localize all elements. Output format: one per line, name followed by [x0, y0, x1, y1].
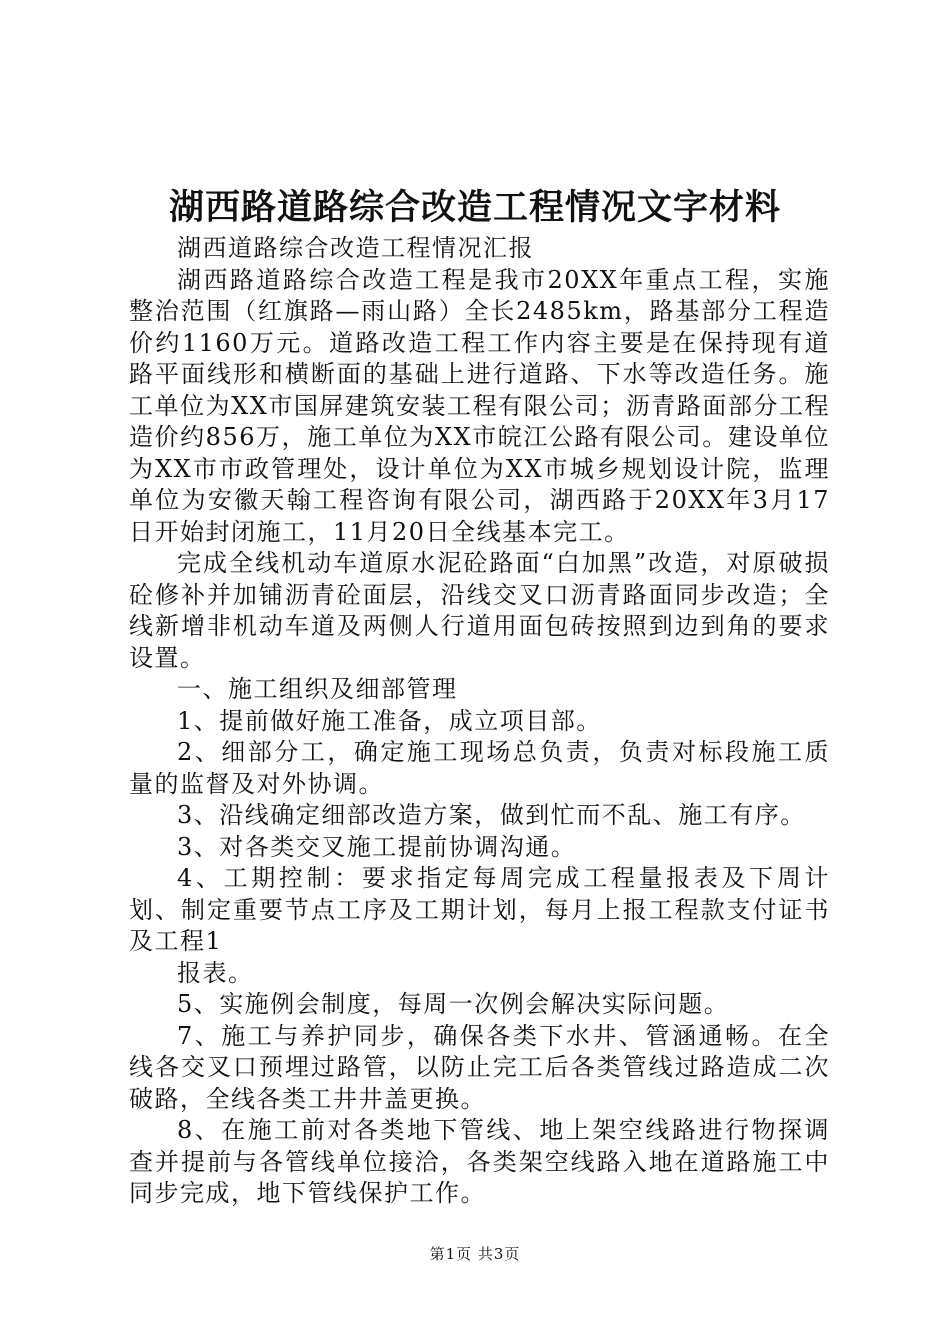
list-item: 4、工期控制：要求指定每周完成工程量报表及下周计划、制定重要节点工序及工期计划，每月上报工程款支付证书及工程1	[129, 864, 830, 955]
section-heading: 一、施工组织及细部管理	[177, 675, 458, 703]
list-item-continuation: 报表。	[177, 958, 254, 987]
scope-paragraph: 完成全线机动车道原水泥砼路面“白加黑”改造，对原破损砼修补并加铺沥青砼面层，沿线交叉口沥青路面同步改造；全线新增非机动车道及两侧人行道用面包砖按照到边到角的要求设置。	[129, 549, 830, 672]
subtitle-paragraph: 湖西道路综合改造工程情况汇报	[177, 234, 534, 262]
overview-paragraph: 湖西路道路综合改造工程是我市20XX年重点工程，实施整治范围（红旗路—雨山路）全长2485km，路基部分工程造价约1160万元。道路改造工程工作内容主要是在保持现有道路平面线形和横断面的基础上进行道路、下水等改造任务。施工单位为XX市国屏建筑安装工程有限公司；沥青路面部分工程造价约856万，施工单位为XX市皖江公路有限公司。建设单位为XX市市政管理处，设计单位为XX市城乡规划设计院，监理单位为安徽天翰工程咨询有限公司，湖西路于20XX年3月17日开始封闭施工，11月20日全线基本完工。	[129, 265, 830, 546]
list-item: 7、施工与养护同步，确保各类下水井、管涵通畅。在全线各交叉口预埋过路管，以防止完工后各类管线过路造成二次破路，全线各类工井井盖更换。	[129, 1021, 830, 1113]
list-item: 5、实施例会制度，每周一次例会解决实际问题。	[177, 990, 730, 1018]
list-item: 2、细部分工，确定施工现场总负责，负责对标段施工质量的监督及对外协调。	[129, 738, 830, 798]
list-item: 3、沿线确定细部改造方案，做到忙而不乱、施工有序。	[177, 801, 806, 829]
page-number-footer: 第1页 共3页	[429, 1245, 521, 1263]
document-body	[129, 233, 830, 1210]
document-title: 湖西路道路综合改造工程情况文字材料	[168, 188, 781, 228]
list-item: 3、对各类交叉施工提前协调沟通。	[177, 832, 577, 861]
list-item: 1、提前做好施工准备，成立项目部。	[177, 706, 602, 735]
list-item: 8、在施工前对各类地下管线、地上架空线路进行物探调查并提前与各管线单位接洽，各类架空线路入地在道路施工中同步完成，地下管线保护工作。	[129, 1116, 830, 1207]
